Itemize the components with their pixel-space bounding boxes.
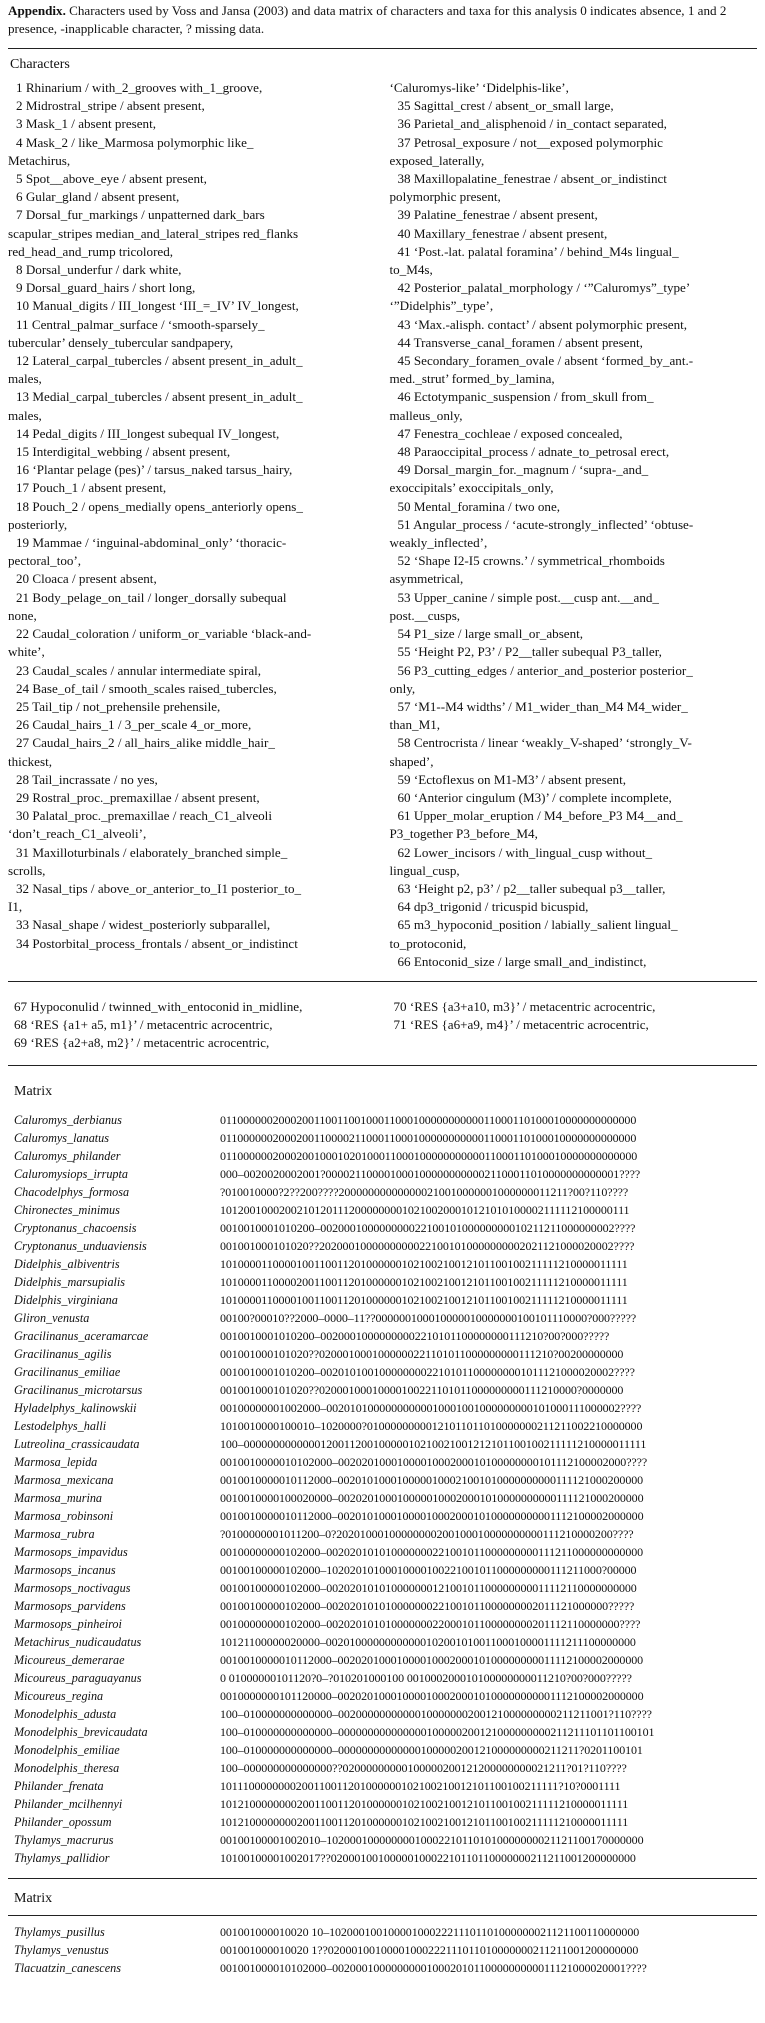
matrix-row	[14, 1400, 757, 1418]
taxon-name: Chacodelphys_formosa	[14, 1185, 130, 1200]
character-line: pectoral_too’,	[8, 553, 82, 569]
character-line: 36 Parietal_and_alisphenoid / in_contact separated,	[397, 116, 667, 132]
matrix-2-rule	[8, 1915, 757, 1916]
taxon-name: Micoureus_regina	[14, 1689, 104, 1704]
matrix-row	[14, 1472, 757, 1490]
character-line: 14 Pedal_digits / III_longest subequal IV_longest,	[16, 425, 280, 441]
character-states: 1011100000000200110011201000000102100210012101100100211111?10?0001111	[220, 1779, 621, 1794]
taxon-name: Marmosa_robinsoni	[14, 1509, 114, 1524]
character-line: 37 Petrosal_exposure / not__exposed polymorphic	[397, 134, 663, 150]
character-line: 20 Cloaca / present absent,	[16, 571, 157, 587]
taxon-name: Caluromys_derbianus	[14, 1113, 122, 1128]
caption-text: Characters used by Voss and Jansa (2003) and data matrix of characters and taxa for this analysis 0 indicates absence, 1 and 2 presence, -inapplicable character, ? missing data.	[8, 3, 727, 36]
character-line: weakly_inflected’,	[389, 535, 488, 551]
matrix-mid-rule	[8, 1878, 757, 1879]
taxon-name: Micoureus_demerarae	[14, 1653, 125, 1668]
character-states: 0 01000000101120?0–?010201000100 001000200010100000000011210?00?000?????	[220, 1671, 632, 1686]
matrix-heading-2: Matrix	[14, 1890, 53, 1906]
matrix-row	[14, 1598, 757, 1616]
character-states: 100–010000000000000–00000000000000100000200121000000000211211?0201100101	[220, 1743, 643, 1758]
characters-rule	[8, 981, 757, 982]
character-line: 44 Transverse_canal_foramen / absent present,	[397, 334, 643, 350]
character-line: 42 Posterior_palatal_morphology / ‘”Caluromys”_type’	[397, 280, 691, 296]
character-line: 40 Maxillary_fenestrae / absent present,	[397, 225, 608, 241]
character-line: 65 m3_hypoconid_position / labially_salient lingual_	[397, 917, 678, 933]
character-line: 59 ‘Ectoflexus on M1-M3’ / absent present,	[397, 771, 626, 787]
character-line: 66 Entoconid_size / large small_and_indistinct,	[397, 953, 647, 969]
character-line: ‘don’t_reach_C1_alveoli’,	[8, 826, 147, 842]
character-line: 56 P3_cutting_edges / anterior_and_posterior posterior_	[397, 662, 693, 678]
character-states: 1010010000100010–1020000?01000000000121011011010000000211211002210000000	[220, 1419, 643, 1434]
character-line: post.__cusps,	[389, 607, 461, 623]
character-line: 34 Postorbital_process_frontals / absent_or_indistinct	[16, 935, 298, 951]
character-line: to_M4s,	[389, 262, 433, 278]
character-line: 26 Caudal_hairs_1 / 3_per_scale 4_or_more,	[16, 717, 252, 733]
character-line: 13 Medial_carpal_tubercles / absent present_in_adult_	[16, 389, 303, 405]
matrix-row	[14, 1382, 757, 1400]
taxon-name: Tlacuatzin_canescens	[14, 1961, 121, 1976]
character-states: 00100100000102000–00202010101000000012100101100000000011112110000000000	[220, 1581, 637, 1596]
character-states: 100–000000000000012001120010000010210021001212101100100211111210000011111	[220, 1437, 647, 1452]
character-line: 28 Tail_incrassate / no yes,	[16, 771, 158, 787]
characters-right-column	[388, 79, 758, 971]
matrix-row	[14, 1220, 757, 1238]
character-states: 1010000110000200110011201000000102100210012101100100211111210000011111	[220, 1275, 628, 1290]
character-line: 58 Centrocrista / linear ‘weakly_V-shaped’ ‘strongly_V-	[397, 735, 692, 751]
taxon-name: Marmosops_pinheiroi	[14, 1617, 122, 1632]
character-line: ‘Caluromys-like’ ‘Didelphis-like’,	[389, 80, 569, 95]
character-line: med._strut’ formed_by_lamina,	[389, 371, 555, 387]
taxon-name: Marmosa_lepida	[14, 1455, 98, 1470]
character-states: ?0100000001011200–0?20201000100000000200100010000000000111210000200????	[220, 1527, 634, 1542]
character-line: males,	[8, 371, 42, 387]
taxon-name: Marmosops_noctivagus	[14, 1581, 131, 1596]
character-states: 1010000110000100110011201000000102100210012101100100211111210000011111	[220, 1257, 628, 1272]
matrix-row	[14, 1328, 757, 1346]
matrix-row	[14, 1364, 757, 1382]
character-line: 5 Spot__above_eye / absent present,	[16, 171, 207, 187]
character-line: polymorphic present,	[389, 189, 501, 205]
character-line: 69 ‘RES {a2+a8, m2}’ / metacentric acrocentric,	[14, 1035, 270, 1051]
character-states: 00100100001002010–102000100000000100022101101010000000021121100170000000	[220, 1833, 644, 1848]
matrix-row	[14, 1166, 757, 1184]
matrix-table	[14, 1112, 757, 1868]
character-states: 0010000000101120000–0020201000100001000200010100000000001112100002000000	[220, 1689, 644, 1704]
taxon-name: Chironectes_minimus	[14, 1203, 120, 1218]
taxon-name: Marmosa_murina	[14, 1491, 103, 1506]
character-states: 01100000020002001000102010001100010000000000011000110100010000000000000	[220, 1149, 638, 1164]
character-line: 16 ‘Plantar pelage (pes)’ / tarsus_naked tarsus_hairy,	[16, 462, 293, 478]
character-line: 3 Mask_1 / absent present,	[16, 116, 157, 132]
character-line: 43 ‘Max.-alisph. contact’ / absent polymorphic present,	[397, 316, 688, 332]
taxon-name: Caluromys_philander	[14, 1149, 121, 1164]
character-states: 00100100000102000–10202010100010000100221001011000000000111211000?00000	[220, 1563, 637, 1578]
character-line: 7 Dorsal_fur_markings / unpatterned dark_bars	[16, 207, 265, 223]
matrix-row	[14, 1526, 757, 1544]
matrix-row	[14, 1112, 757, 1130]
character-line: exoccipitals’ exoccipitals_only,	[389, 480, 554, 496]
character-line: 71 ‘RES {a6+a9, m4}’ / metacentric acrocentric,	[393, 1017, 649, 1033]
matrix-row	[14, 1814, 757, 1832]
character-states: 01100000020002001100002110001100010000000000011000110100010000000000000	[220, 1131, 637, 1146]
taxon-name: Lutreolina_crassicaudata	[14, 1437, 140, 1452]
character-states: 001001000010102000–00200010000000001000201011000000000011121000020001????	[220, 1961, 647, 1976]
matrix-row	[14, 1832, 757, 1850]
character-states: ?010010000?2??200????200000000000000210010000001000000011211?00?110????	[220, 1185, 629, 1200]
character-line: 4 Mask_2 / like_Marmosa polymorphic like_	[16, 134, 254, 150]
character-line: 2 Midrostral_stripe / absent present,	[16, 98, 205, 114]
character-line: 50 Mental_foramina / two one,	[397, 498, 561, 514]
taxon-name: Lestodelphys_halli	[14, 1419, 107, 1434]
taxon-name: Gracilinanus_emiliae	[14, 1365, 121, 1380]
character-line: 60 ‘Anterior cingulum (M3)’ / complete incomplete,	[397, 789, 672, 805]
matrix-heading: Matrix	[14, 1083, 53, 1099]
character-line: 68 ‘RES {a1+ a5, m1}’ / metacentric acrocentric,	[14, 1017, 273, 1033]
matrix-row	[14, 1130, 757, 1148]
appendix-caption	[8, 0, 757, 38]
character-line: than_M1,	[389, 717, 441, 733]
character-states: 001001000010020 1??02000100100001000222111011010000000211211001200000000	[220, 1943, 639, 1958]
character-line: 47 Fenestra_cochleae / exposed concealed,	[397, 425, 623, 441]
character-states: 0010010000010112000–0020101000100001000200010100000000001112100002000000	[220, 1509, 644, 1524]
character-states: 01100000020002001100110010001100010000000000011000110100010000000000000	[220, 1113, 637, 1128]
character-states: 001001000101020??0200010001000000221101011000000000111210?00200000000	[220, 1347, 624, 1362]
character-states: 100–010000000000000–0020000000000010000000200121000000000211211001?110????	[220, 1707, 652, 1722]
matrix-row	[14, 1724, 757, 1742]
matrix-row	[14, 1256, 757, 1274]
taxon-name: Gracilinanus_microtarsus	[14, 1383, 143, 1398]
matrix-top-rule	[8, 1065, 757, 1066]
character-line: exposed_laterally,	[389, 152, 485, 168]
character-line: P3_together P3_before_M4,	[389, 826, 538, 842]
character-line: malleus_only,	[389, 407, 463, 423]
matrix-row	[14, 1924, 757, 1942]
taxon-name: Marmosops_parvidens	[14, 1599, 126, 1614]
character-line: 10 Manual_digits / III_longest ‘III_=_IV’ IV_longest,	[16, 298, 299, 314]
matrix-row	[14, 1778, 757, 1796]
character-line: 46 Ectotympanic_suspension / from_skull from_	[397, 389, 654, 405]
character-line: scrolls,	[8, 862, 46, 878]
character-states: 100–000000000000000??02000000000100000200121200000000021211?01?110????	[220, 1761, 627, 1776]
matrix-row	[14, 1706, 757, 1724]
taxon-name: Monodelphis_adusta	[14, 1707, 117, 1722]
character-line: 45 Secondary_foramen_ovale / absent ‘formed_by_ant.-	[397, 353, 694, 369]
character-line: 38 Maxillopalatine_fenestrae / absent_or_indistinct	[397, 171, 667, 187]
character-line: I1,	[8, 899, 23, 915]
character-line: 12 Lateral_carpal_tubercles / absent present_in_adult_	[16, 353, 303, 369]
characters-bottom-left	[8, 998, 378, 1053]
character-line: 53 Upper_canine / simple post.__cusp ant.__and_	[397, 589, 659, 605]
character-line: asymmetrical,	[389, 571, 464, 587]
matrix-row	[14, 1508, 757, 1526]
character-states: 1012100000000200110011201000000102100210012101100100211111210000011111	[220, 1797, 629, 1812]
matrix-row	[14, 1688, 757, 1706]
character-line: to_protoconid,	[389, 935, 467, 951]
taxon-name: Marmosa_mexicana	[14, 1473, 114, 1488]
character-states: 00100000000102000–00202010101000000022000101100000000201112110000000????	[220, 1617, 641, 1632]
character-line: 61 Upper_molar_eruption / M4_before_P3 M4__and_	[397, 808, 683, 824]
taxon-name: Didelphis_albiventris	[14, 1257, 120, 1272]
character-states: 1012100000000200110011201000000102100210012101100100211111210000011111	[220, 1815, 629, 1830]
matrix-row	[14, 1616, 757, 1634]
character-line: 22 Caudal_coloration / uniform_or_variable ‘black-and-	[16, 626, 312, 642]
character-line: 63 ‘Height p2, p3’ / p2__taller subequal p3__taller,	[397, 880, 666, 896]
taxon-name: Thylamys_macrurus	[14, 1833, 114, 1848]
taxon-name: Cryptonanus_unduaviensis	[14, 1239, 147, 1254]
character-line: tubercular’ densely_tubercular sandpapery,	[8, 334, 234, 350]
characters-left-column	[8, 79, 378, 971]
character-line: scapular_stripes median_and_lateral_stripes red_flanks	[8, 225, 299, 241]
matrix-row	[14, 1292, 757, 1310]
character-line: 52 ‘Shape I2-I5 crowns.’ / symmetrical_rhomboids	[397, 553, 665, 569]
character-line: 23 Caudal_scales / annular intermediate spiral,	[16, 662, 262, 678]
character-line: thickest,	[8, 753, 52, 769]
matrix-row	[14, 1942, 757, 1960]
taxon-name: Philander_opossum	[14, 1815, 112, 1830]
character-states: 00100000000102000–002020101010000000221001011000000000111211000000000000	[220, 1545, 644, 1560]
character-line: 11 Central_palmar_surface / ‘smooth-sparsely_	[16, 316, 265, 332]
character-line: 1 Rhinarium / with_2_grooves with_1_groove,	[16, 80, 263, 95]
taxon-name: Marmosa_rubra	[14, 1527, 95, 1542]
character-line: 31 Maxilloturbinals / elaborately_branched simple_	[16, 844, 288, 860]
character-line: Metachirus,	[8, 152, 71, 168]
character-states: 100–010000000000000–000000000000000100000200121000000000211211101101100101	[220, 1725, 655, 1740]
characters-columns	[8, 79, 757, 971]
matrix-row	[14, 1202, 757, 1220]
character-line: 49 Dorsal_margin_for._magnum / ‘supra-_and_	[397, 462, 649, 478]
character-states: 10121100000020000–00201000000000000102001010011000100001111211100000000	[220, 1635, 636, 1650]
character-line: shaped’,	[389, 753, 434, 769]
characters-heading: Characters	[10, 57, 70, 72]
character-line: 39 Palatine_fenestrae / absent present,	[397, 207, 598, 223]
character-line: 8 Dorsal_underfur / dark white,	[16, 262, 182, 278]
taxon-name: Monodelphis_brevicaudata	[14, 1725, 148, 1740]
taxon-name: Thylamys_venustus	[14, 1943, 109, 1958]
matrix-row	[14, 1346, 757, 1364]
taxon-name: Hyladelphys_kalinowskii	[14, 1401, 137, 1416]
character-line: 35 Sagittal_crest / absent_or_small large,	[397, 98, 614, 114]
characters-bottom	[8, 998, 757, 1053]
matrix-row	[14, 1850, 757, 1868]
taxon-name: Marmosops_incanus	[14, 1563, 116, 1578]
character-states: 00100100000102000–002020101010000000221001011000000002011121000000?????	[220, 1599, 635, 1614]
taxon-name: Monodelphis_theresa	[14, 1761, 120, 1776]
matrix-row	[14, 1652, 757, 1670]
character-line: 64 dp3_trigonid / tricuspid bicuspid,	[397, 899, 589, 915]
character-states: 00100?00010??2000–0000–11??000000100010000010000000100101110000?000?????	[220, 1311, 637, 1326]
character-line: 57 ‘M1--M4 widths’ / M1_wider_than_M4 M4_wider_	[397, 698, 688, 714]
character-line: 24 Base_of_tail / smooth_scales raised_tubercles,	[16, 680, 277, 696]
matrix-row	[14, 1634, 757, 1652]
taxon-name: Thylamys_pallidior	[14, 1851, 110, 1866]
character-line: 54 P1_size / large small_or_absent,	[397, 626, 584, 642]
character-line: ‘”Didelphis”_type’,	[389, 298, 494, 314]
matrix-row	[14, 1960, 757, 1978]
character-line: 55 ‘Height P2, P3’ / P2__taller subequal P3_taller,	[397, 644, 662, 660]
matrix-row	[14, 1454, 757, 1472]
taxon-name: Caluromysiops_irrupta	[14, 1167, 128, 1182]
taxon-name: Micoureus_paraguayanus	[14, 1671, 142, 1686]
taxon-name: Thylamys_pusillus	[14, 1925, 105, 1940]
character-states: 1010000110000100110011201000000102100210012101100100211111210000011111	[220, 1293, 628, 1308]
taxon-name: Didelphis_marsupialis	[14, 1275, 126, 1290]
character-states: 0010010000010112000–0020101000100000100021001010000000000111121000200000	[220, 1473, 644, 1488]
matrix-row	[14, 1148, 757, 1166]
matrix-row	[14, 1274, 757, 1292]
matrix-row	[14, 1310, 757, 1328]
character-line: 21 Body_pelage_on_tail / longer_dorsally subequal	[16, 589, 287, 605]
taxon-name: Metachirus_nudicaudatus	[14, 1635, 142, 1650]
character-line: 62 Lower_incisors / with_lingual_cusp without_	[397, 844, 653, 860]
character-line: 6 Gular_gland / absent present,	[16, 189, 180, 205]
taxon-name: Philander_frenata	[14, 1779, 104, 1794]
matrix-row	[14, 1544, 757, 1562]
top-rule	[8, 48, 757, 49]
caption-label: Appendix.	[8, 3, 66, 18]
character-line: males,	[8, 407, 42, 423]
character-line: 51 Angular_process / ‘acute-strongly_inflected’ ‘obtuse-	[397, 516, 694, 532]
character-line: posteriorly,	[8, 516, 68, 532]
character-line: red_head_and_rump tricolored,	[8, 243, 174, 259]
character-line: 33 Nasal_shape / widest_posteriorly subparallel,	[16, 917, 271, 933]
character-line: 17 Pouch_1 / absent present,	[16, 480, 167, 496]
taxon-name: Gracilinanus_agilis	[14, 1347, 112, 1362]
character-line: only,	[389, 680, 416, 696]
character-line: white’,	[8, 644, 45, 660]
matrix-table-2	[14, 1924, 757, 1978]
taxon-name: Cryptonanus_chacoensis	[14, 1221, 137, 1236]
taxon-name: Caluromys_lanatus	[14, 1131, 110, 1146]
taxon-name: Didelphis_virginiana	[14, 1293, 118, 1308]
character-line: 32 Nasal_tips / above_or_anterior_to_I1 posterior_to_	[16, 880, 302, 896]
taxon-name: Philander_mcilhennyi	[14, 1797, 123, 1812]
character-line: 19 Mammae / ‘inguinal-abdominal_only’ ‘thoracic-	[16, 535, 287, 551]
taxon-name: Gliron_venusta	[14, 1311, 90, 1326]
taxon-name: Gracilinanus_aceramarcae	[14, 1329, 149, 1344]
character-states: 0010010000100020000–0020201000100000100020001010000000000111121000200000	[220, 1491, 644, 1506]
character-line: 30 Palatal_proc._premaxillae / reach_C1_alveoli	[16, 808, 272, 824]
character-line: 29 Rostral_proc._premaxillae / absent present,	[16, 789, 260, 805]
matrix-row	[14, 1436, 757, 1454]
character-line: 41 ‘Post.-lat. palatal foramina’ / behind_M4s lingual_	[397, 243, 679, 259]
character-states: 0010010001010200–00200010000000002210101100000000111210?00?000?????	[220, 1329, 610, 1344]
character-line: 70 ‘RES {a3+a10, m3}’ / metacentric acrocentric,	[393, 998, 656, 1014]
matrix-row	[14, 1562, 757, 1580]
character-line: 25 Tail_tip / not_prehensile prehensile,	[16, 698, 221, 714]
character-states: 0010010001010200–00201010010000000022101011000000001011121000020002????	[220, 1365, 635, 1380]
character-line: 15 Interdigital_webbing / absent present,	[16, 444, 231, 460]
character-line: 18 Pouch_2 / opens_medially opens_anteriorly opens_	[16, 498, 303, 514]
character-states: 001001000101020??02000100010000100221101011000000000111210000?0000000	[220, 1383, 624, 1398]
character-states: 0010010000010112000–0020201000100001000200010100000000011112100002000000	[220, 1653, 644, 1668]
character-line: 27 Caudal_hairs_2 / all_hairs_alike middle_hair_	[16, 735, 275, 751]
character-states: 001001000101020??20200010000000000221001010000000002021121000020002????	[220, 1239, 635, 1254]
character-states: 000–0020020002001?00002110000100010000000000021100011010000000000001????	[220, 1167, 641, 1182]
matrix-row	[14, 1742, 757, 1760]
character-line: 67 Hypoconulid / twinned_with_entoconid in_midline,	[14, 998, 303, 1014]
matrix-row	[14, 1184, 757, 1202]
matrix-row	[14, 1670, 757, 1688]
character-states: 1012001000200210120111200000000102100200010121010100002111112100000111	[220, 1203, 630, 1218]
matrix-row	[14, 1760, 757, 1778]
taxon-name: Monodelphis_emiliae	[14, 1743, 120, 1758]
character-states: 0010010001010200–00200010000000002210010100000000010211211000000002????	[220, 1221, 636, 1236]
character-states: 10100100001002017??0200010010000010002210110110000000211211001200000000	[220, 1851, 636, 1866]
character-states: 00100000001002000–00201010000000000010001001000000000101000111000002????	[220, 1401, 642, 1416]
character-line: 9 Dorsal_guard_hairs / short long,	[16, 280, 196, 296]
character-line: 48 Paraoccipital_process / adnate_to_petrosal erect,	[397, 444, 670, 460]
character-line: lingual_cusp,	[389, 862, 460, 878]
characters-bottom-right	[388, 998, 758, 1053]
matrix-row	[14, 1418, 757, 1436]
matrix-row	[14, 1580, 757, 1598]
character-states: 0010010000010102000–0020201000100001000200010100000000101112100002000????	[220, 1455, 648, 1470]
matrix-row	[14, 1238, 757, 1256]
matrix-row	[14, 1796, 757, 1814]
character-states: 001001000010020 10–10200010010000100022211101101000000021121100110000000	[220, 1925, 640, 1940]
matrix-row	[14, 1490, 757, 1508]
taxon-name: Marmosops_impavidus	[14, 1545, 128, 1560]
character-line: none,	[8, 607, 37, 623]
